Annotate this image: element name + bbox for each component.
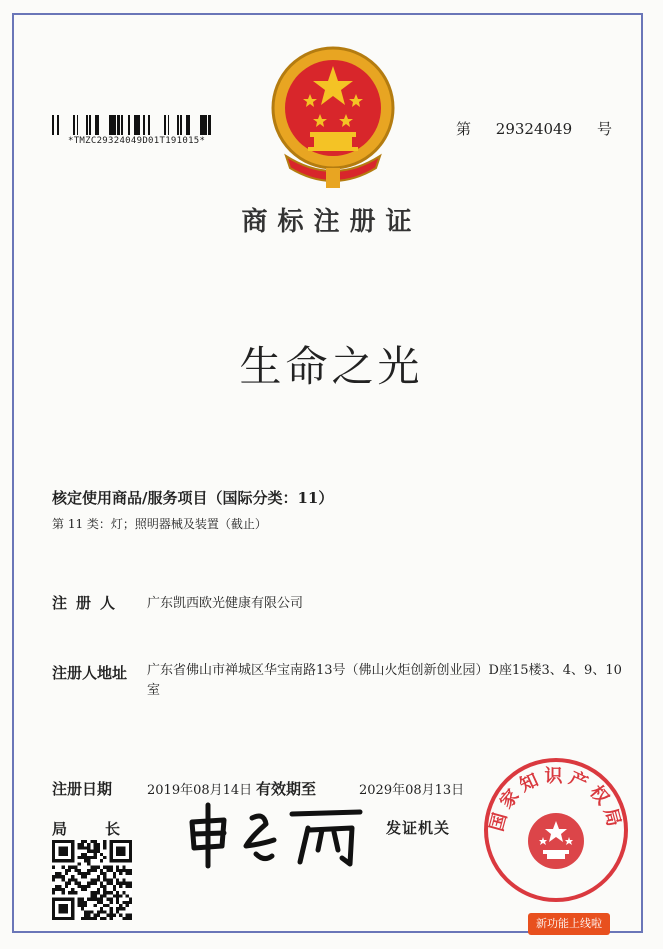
issuer-label: 发证机关	[386, 819, 451, 837]
registration-number	[456, 118, 612, 139]
registration-date-label: 注册日期	[52, 780, 113, 798]
trademark-name: 生命之光	[239, 342, 424, 391]
seal-text: 国家知识产权局	[486, 766, 626, 834]
barcode	[52, 115, 212, 135]
goods-heading: 核定使用商品/服务项目（国际分类：11）	[52, 489, 334, 507]
director-signature	[182, 800, 372, 870]
certificate-title: 商标注册证	[241, 207, 422, 237]
reg-prefix: 第	[456, 120, 472, 138]
address-label: 注册人地址	[52, 664, 128, 682]
director-label: 局长	[52, 820, 159, 838]
national-emblem-icon	[258, 36, 408, 191]
barcode-text: *TMZC29324049D01T191015*	[68, 136, 206, 146]
new-feature-badge[interactable]: 新功能上线啦	[528, 913, 610, 935]
registrant-value: 广东凯西欧光健康有限公司	[147, 596, 304, 611]
qr-code	[52, 840, 132, 920]
reg-number: 29324049	[495, 120, 573, 138]
registration-date: 2019年08月14日	[147, 783, 253, 798]
reg-suffix: 号	[596, 120, 612, 138]
valid-until-label: 有效期至	[256, 780, 317, 798]
official-seal-icon	[481, 755, 631, 905]
expiry-date: 2029年08月13日	[359, 783, 465, 798]
registrant-label: 注册人	[52, 594, 125, 612]
goods-detail: 第 11 类：灯；照明器械及装置（截止）	[52, 517, 267, 531]
address-value: 广东省佛山市禅城区华宝南路13号（佛山火炬创新创业园）D座15楼3、4、9、10室	[147, 663, 622, 698]
